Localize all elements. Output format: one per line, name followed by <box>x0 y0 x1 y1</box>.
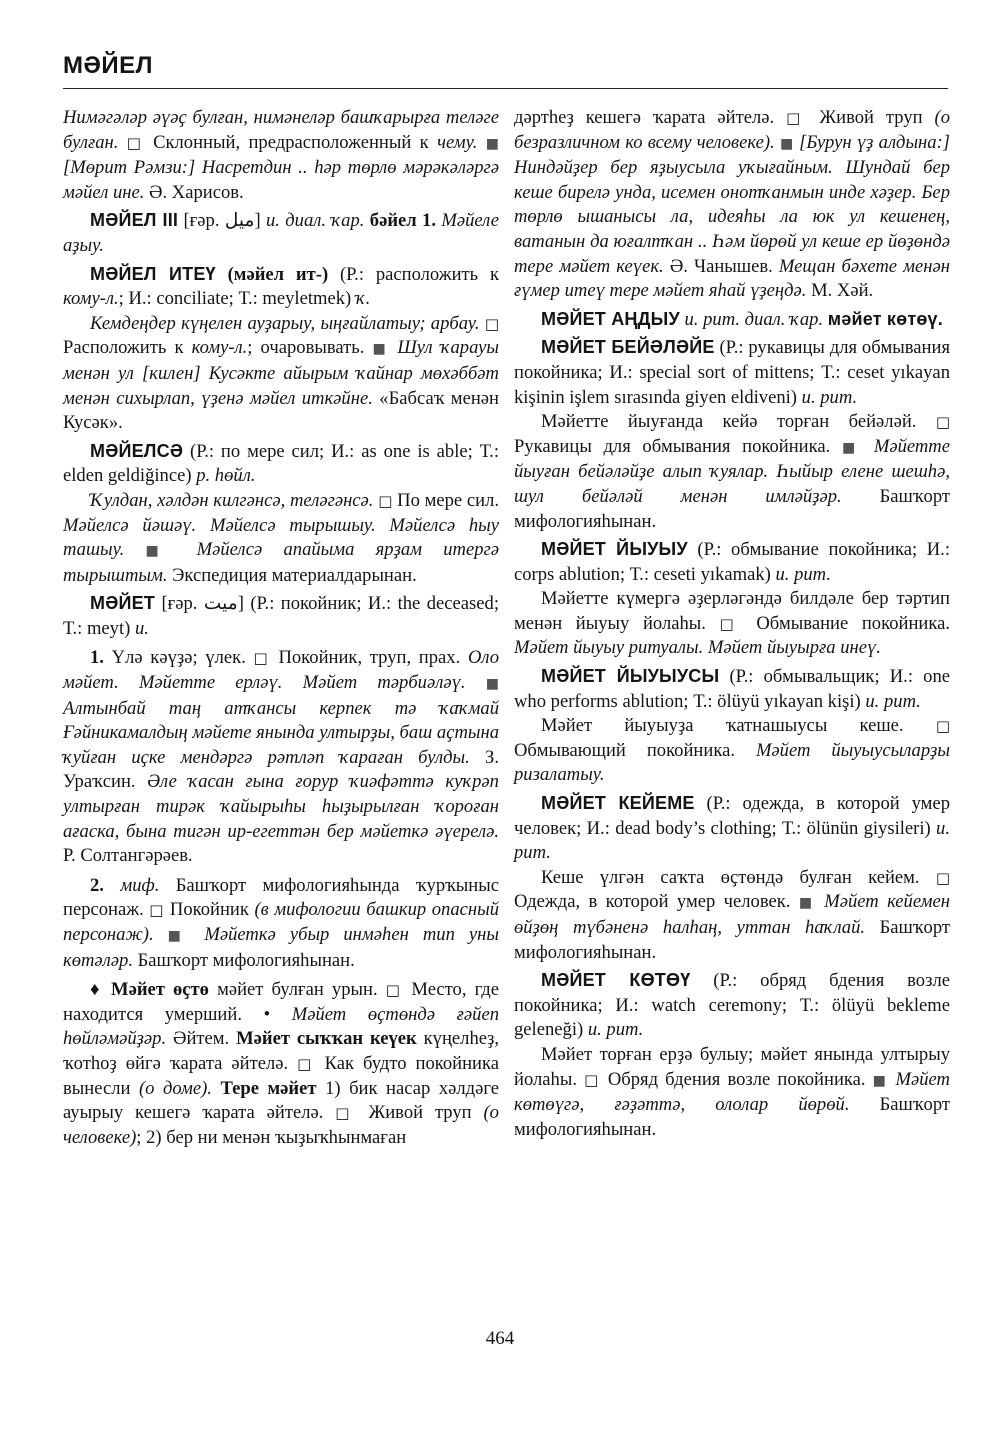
right-column-paragraph: Мәйет торған ерҙә булыу; мәйет янында ултырыу йолаһы. □ Обряд бдения возле покойника. ■ Мәйет көтөүгә, ғәҙәттә, ололар йөрөй. Башҡорт мифологияһынан. <box>514 1043 951 1140</box>
right-column-paragraph: Мәйетте йыуғанда кейә торған бейәләй. □ Рукавицы для обмывания покойника. ■ Мәйетте йыуған бейәләйҙе алып ҡуялар. Һыйыр елене шешһә, шул бейәләй менән имләйҙәр. Башҡорт мифологияһынан. <box>514 411 951 532</box>
left-column-paragraph: МӘЙЕЛ ИТЕҮ (мәйел ит-) (Р.: расположить к кому-л.; И.: conciliate; Т.: meyletmek) ҡ. <box>63 263 499 310</box>
page-header-title: МӘЙЕЛ <box>63 52 154 79</box>
right-column-paragraph: Мәйетте күмергә әҙерләгәндә билдәле бер тәртип менән йыуыу йолаһы. □ Обмывание покойника. Мәйет йыуыу ритуалы. Мәйет йыуырға инеү. <box>514 588 950 659</box>
left-column-paragraph: МӘЙЕЛ III [ғәр. میل] и. диал. ҡар. бәйел 1. Мәйеле аҙыу. <box>63 210 499 256</box>
page-number: 464 <box>485 1328 515 1349</box>
right-column <box>514 106 950 1142</box>
left-column-paragraph: ♦ Мәйет өҫтө мәйет булған урын. □ Место, где находится умерший. • Мәйет өҫтөндә ғәйеп һөйләмәйҙәр. Әйтем. Мәйет сыҡҡан кеүек күңелһеҙ, ҡотһоҙ өйгә ҡарата әйтелә. □ Как будто покойника вынесли (о доме). Тере мәйет 1) бик насар хәлдәге ауырыу кешегә ҡарата әйтелә. □ Живой труп (о человеке); 2) бер ни менән ҡыҙыҡһынмаған <box>63 979 499 1148</box>
right-column-paragraph: Мәйет йыуыуҙа ҡатнашыусы кеше. □ Обмывающий покойника. Мәйет йыуыусыларҙы ризалатыу. <box>514 715 950 786</box>
right-column-paragraph: МӘЙЕТ ЙЫУЫУ (Р.: обмывание покойника; И.: corps ablution; Т.: ceseti yıkamak) и. рит. <box>514 539 950 585</box>
left-column-paragraph: Ҡулдан, хәлдән килгәнсә, теләгәнсә. □ По мере сил. Мәйелсә йәшәү. Мәйелсә тырышыу. Мәйелсә һыу ташыу. ■ Мәйелсә апайыма ярҙам итергә тырыштым. Экспедиция материалдарынан. <box>63 489 500 586</box>
left-column <box>63 106 499 1150</box>
right-column-paragraph: МӘЙЕТ ЙЫУЫУСЫ (Р.: обмывальщик; И.: one who performs ablution; Т.: ölüyü yıkayan kişi) и. рит. <box>514 666 950 712</box>
left-column-paragraph: 1. Үлә кәүҙә; үлек. □ Покойник, труп, прах. Оло мәйет. Мәйетте ерләү. Мәйет тәрбиәләү. ■ Алтынбай таң атҡансы керпек тә ҡаҡмай Ғәйникамалдың мәйете янында ултырҙы, баш аҫтына ҡуйған иҫке мендәргә рәтләп ҡараған булды. З. Ураҡсин. Әле ҡасан ғына ғорур ҡиәфәттә куҡрәп ултырған тирәк ҡайырыһы һыҙырылған ҡороған ағаска, бына тигән ир-егеттән бер мәйеткә әүерелә. Р. Солтангәрәев. <box>63 647 499 867</box>
left-column-paragraph: Нимәгәләр әүәҫ булған, нимәнеләр башҡарырға теләге булған. □ Склонный, предрасположенный к чему. ■ [Мөрит Рәмзи:] Насретдин .. һәр төрлө мәрәкәләргә мәйел ине. Ә. Харисов. <box>63 107 499 203</box>
header-rule <box>63 88 948 89</box>
right-column-paragraph: Кеше үлгән саҡта өҫтөндә булған кейем. □ Одежда, в которой умер человек. ■ Мәйет кейемен өйҙөң түбәненә һалһаң, уттан һаҡлай. Башҡорт мифологияһынан. <box>514 866 951 963</box>
right-column-paragraph: МӘЙЕТ БЕЙӘЛӘЙЕ (Р.: рукавицы для обмывания покойника; И.: special sort of mittens; Т.: ceset yıkayan kişinin işlem sırasında giyen eldiveni) и. рит. <box>514 337 950 408</box>
right-column-paragraph: МӘЙЕТ КӨТӨҮ (Р.: обряд бдения возле покойника; И.: watch ceremony; Т.: ölüyü bekleme geleneği) и. рит. <box>514 970 950 1041</box>
right-column-paragraph: МӘЙЕТ КЕЙЕМЕ (Р.: одежда, в которой умер человек; И.: dead body’s clothing; Т.: ölünün giysileri) и. рит. <box>514 793 950 864</box>
left-column-paragraph: Кемдеңдер күңелен ауҙарыу, ыңғайлатыу; арбау. □ Расположить к кому-л.; очаровывать. ■ Шул ҡарауы менән ул [килен] Кусәкте айырым ҡайнар мөхәббәт менән сихырлап, үҙенә мәйел иткәйне. «Бабсаҡ менән Кусәк». <box>63 312 500 434</box>
left-column-paragraph: МӘЙЕЛСӘ (Р.: по мере сил; И.: as one is able; Т.: elden geldiğince) р. һөйл. <box>63 440 499 487</box>
right-column-paragraph: дәртһеҙ кешегә ҡарата әйтелә. □ Живой труп (о безразличном ко всему человеке). ■ [Бурун үҙ алдына:] Ниндәйҙер бер яҙыусыла уҡығайным. Шундай бер кеше бирелә унда, исемен онотҡанмын инде хәҙер. Бер төрлө ышанысы ла, идеяһы ла юк ул кешенең, ватанын да юғалтҡан .. Һәм йөрөй ул кеше ер йөҙөндә тере мәйет кеүек. Ә. Чанышев. Мещан бәхете менән ғүмер итеү тере мәйет яһай үҙеңдә. М. Хәй. <box>514 107 951 302</box>
left-column-paragraph: МӘЙЕТ [ғәр. میت] (Р.: покойник; И.: the deceased; Т.: meyt) и. <box>63 593 499 639</box>
left-column-paragraph: 2. миф. Башҡорт мифологияһында ҡурҡыныс персонаж. □ Покойник (в мифологии башкир опасный персонаж). ■ Мәйеткә убыр инмәһен тип уны көтәләр. Башҡорт мифологияһынан. <box>63 874 499 971</box>
right-column-paragraph: МӘЙЕТ АҢДЫУ и. рит. диал. ҡар. мәйет көтөү. <box>541 308 943 330</box>
